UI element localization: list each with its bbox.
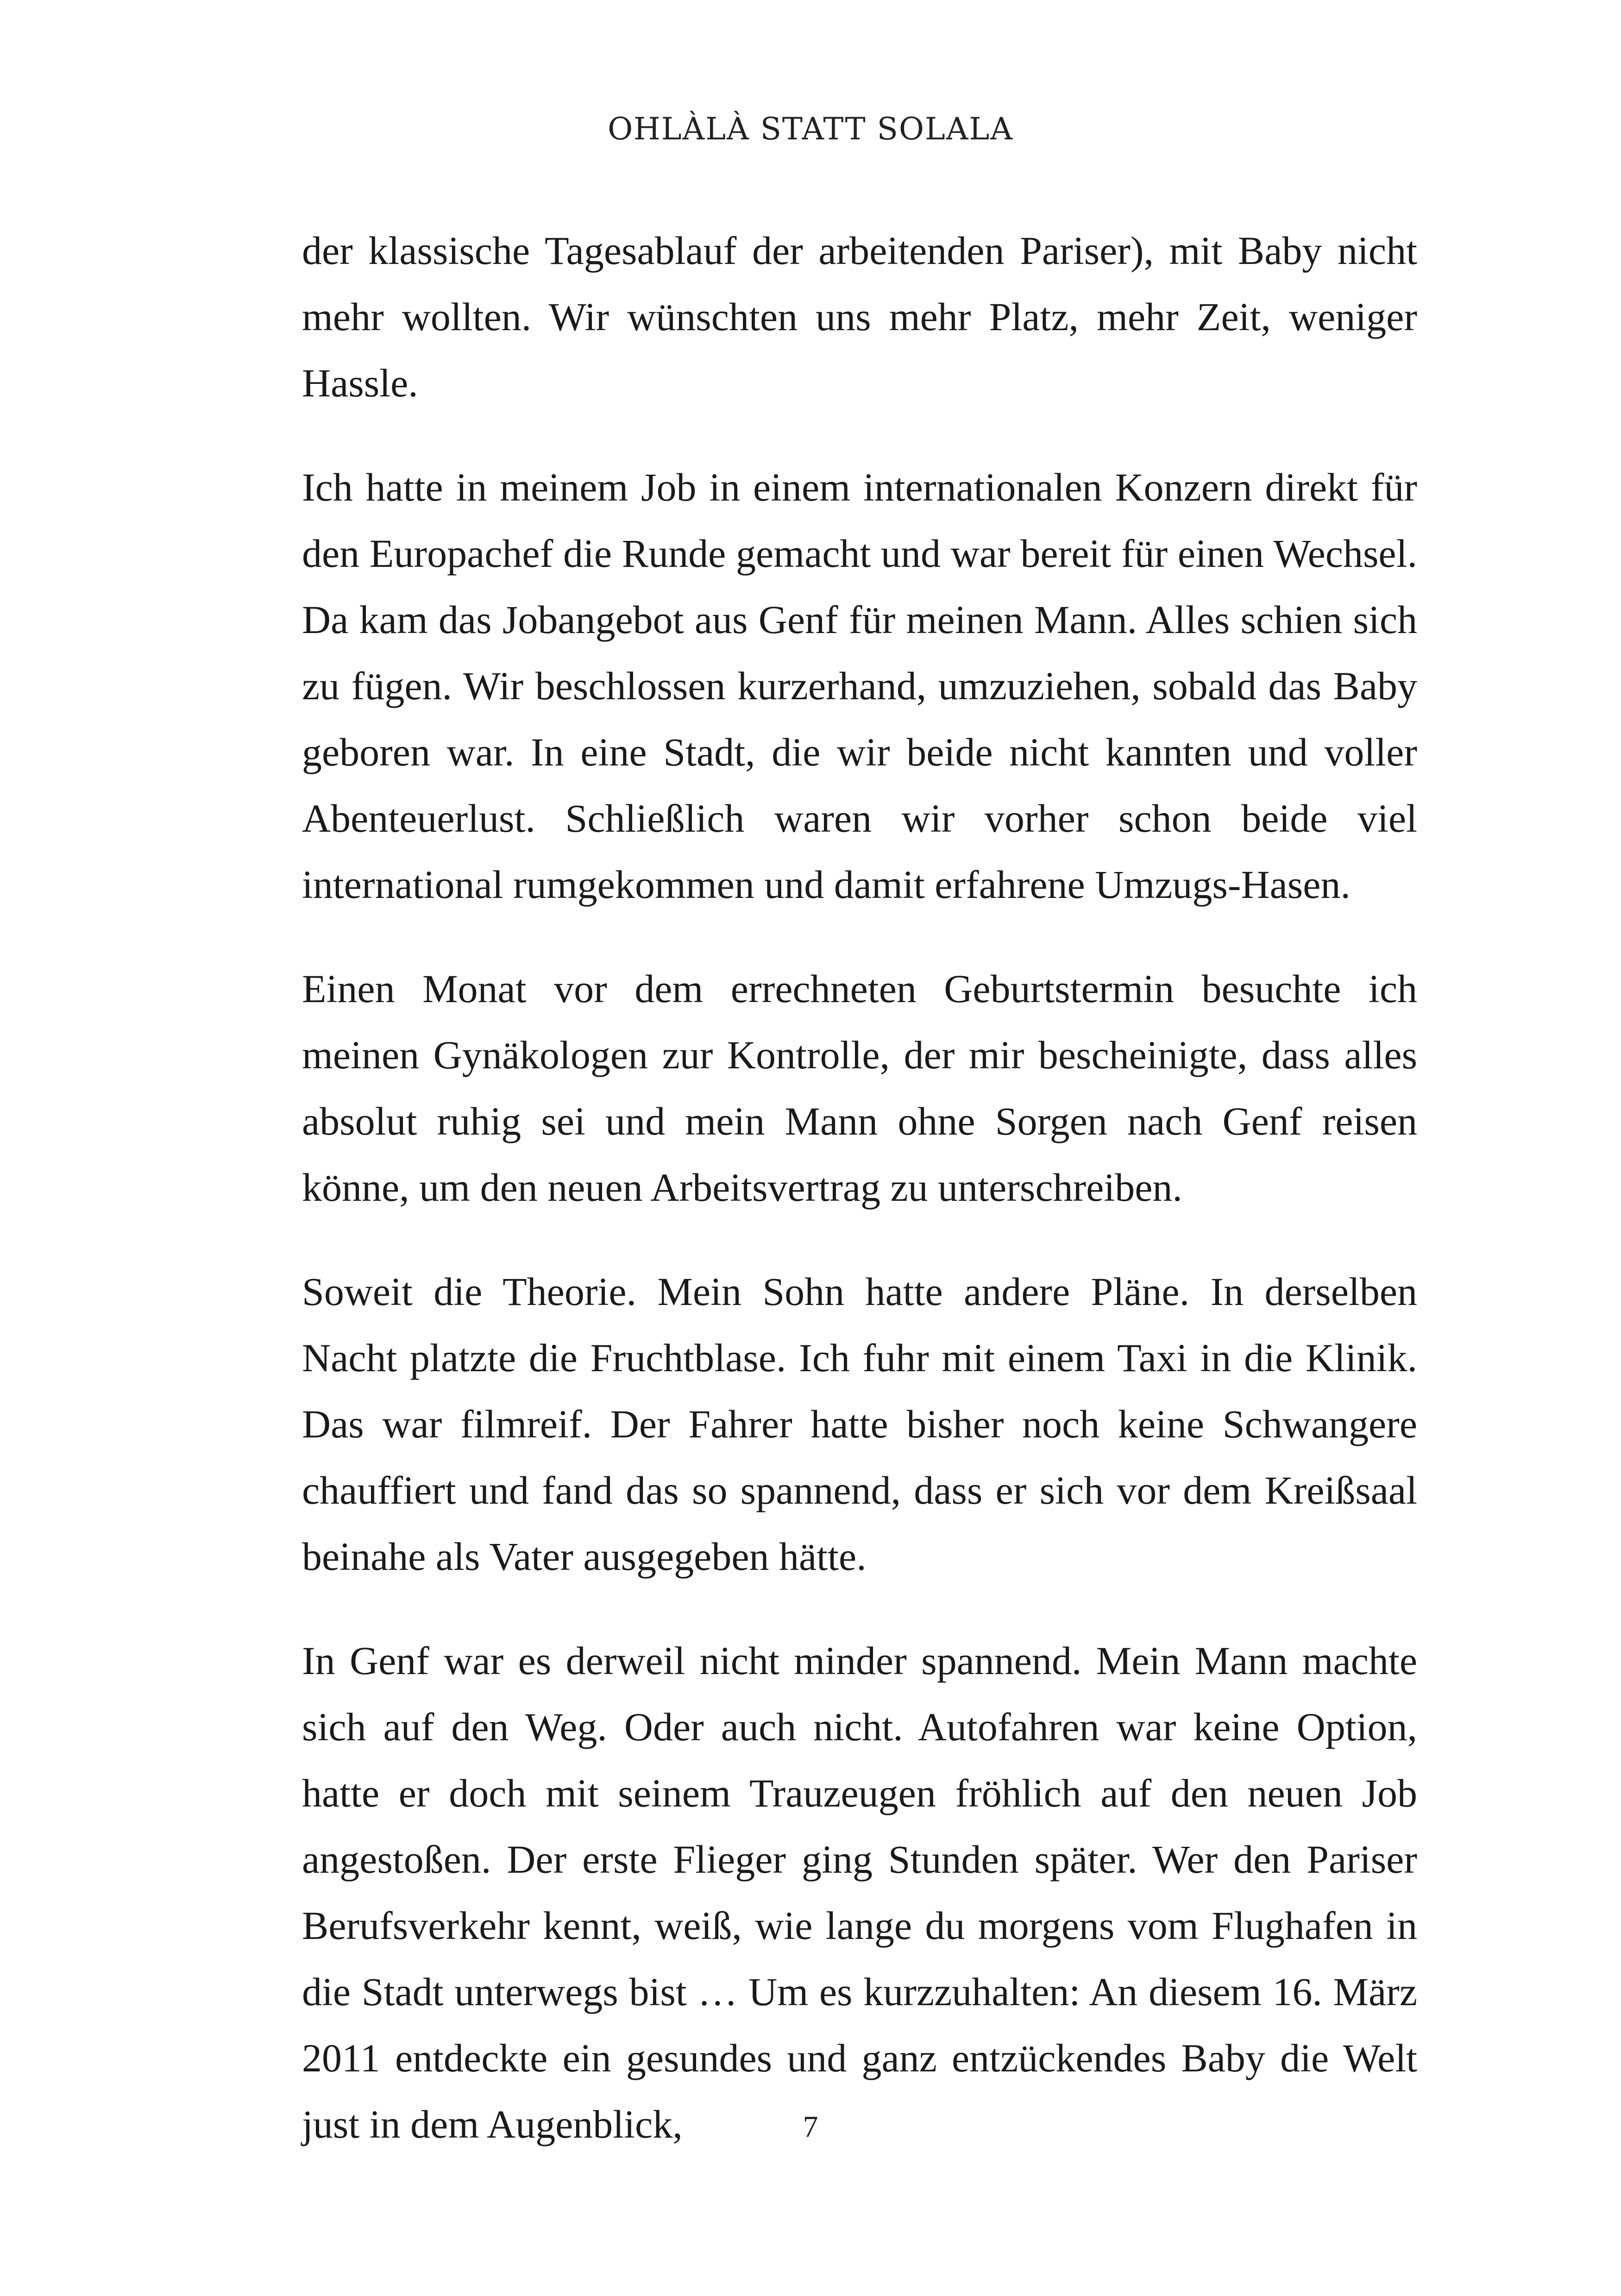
paragraph: Soweit die Theorie. Mein Sohn hatte andere Pläne. In derselben Nacht platzte die Fruchtblase. Ich fuhr mit einem Taxi in die Klinik. Das war filmreif. Der Fahrer hatte bisher noch keine Schwangere chauffiert und fand das so spannend, dass er sich vor dem Kreißsaal beinahe als Vater ausgegeben hätte. [302,1269,1417,1579]
paragraph: In Genf war es derweil nicht minder spannend. Mein Mann machte sich auf den Weg. Oder auch nicht. Autofahren war keine Option, hatte er doch mit seinem Trauzeugen fröhlich auf den neuen Job angestoßen. Der erste Flieger ging Stunden später. Wer den Pariser Berufsverkehr kennt, weiß, wie lange du morgens vom Flughafen in die Stadt unterwegs bist … Um es kurzzuhalten: An diesem 16. März 2011 entdeckte ein gesundes und ganz entzückendes Baby die Welt just in dem Augenblick, [302,1638,1417,2146]
paragraph: der klassische Tagesablauf der arbeitenden Pariser), mit Baby nicht mehr wollten. Wir wünschten uns mehr Platz, mehr Zeit, weniger Hassle. [302,228,1417,405]
paragraph: Ich hatte in meinem Job in einem internationalen Konzern direkt für den Europachef die Runde gemacht und war bereit für einen Wechsel. Da kam das Jobangebot aus Genf für meinen Mann. Alles schien sich zu fügen. Wir beschlossen kurzerhand, umzuziehen, sobald das Baby geboren war. In eine Stadt, die wir beide nicht kannten und voller Abenteuerlust. Schließlich waren wir vorher schon beide viel international rumgekommen und damit erfahrene Umzugs-Hasen. [302,465,1417,907]
running-title: OHLÀLÀ STATT SOLALA [608,111,1013,147]
paragraph: Einen Monat vor dem errechneten Geburtstermin besuchte ich meinen Gynäkologen zur Kontrolle, der mir bescheinigte, dass alles absolut ruhig sei und mein Mann ohne Sorgen nach Genf reisen könne, um den neuen Arbeitsvertrag zu unterschreiben. [302,966,1417,1210]
page-number: 7 [803,2110,818,2144]
body-text [302,218,1417,2158]
